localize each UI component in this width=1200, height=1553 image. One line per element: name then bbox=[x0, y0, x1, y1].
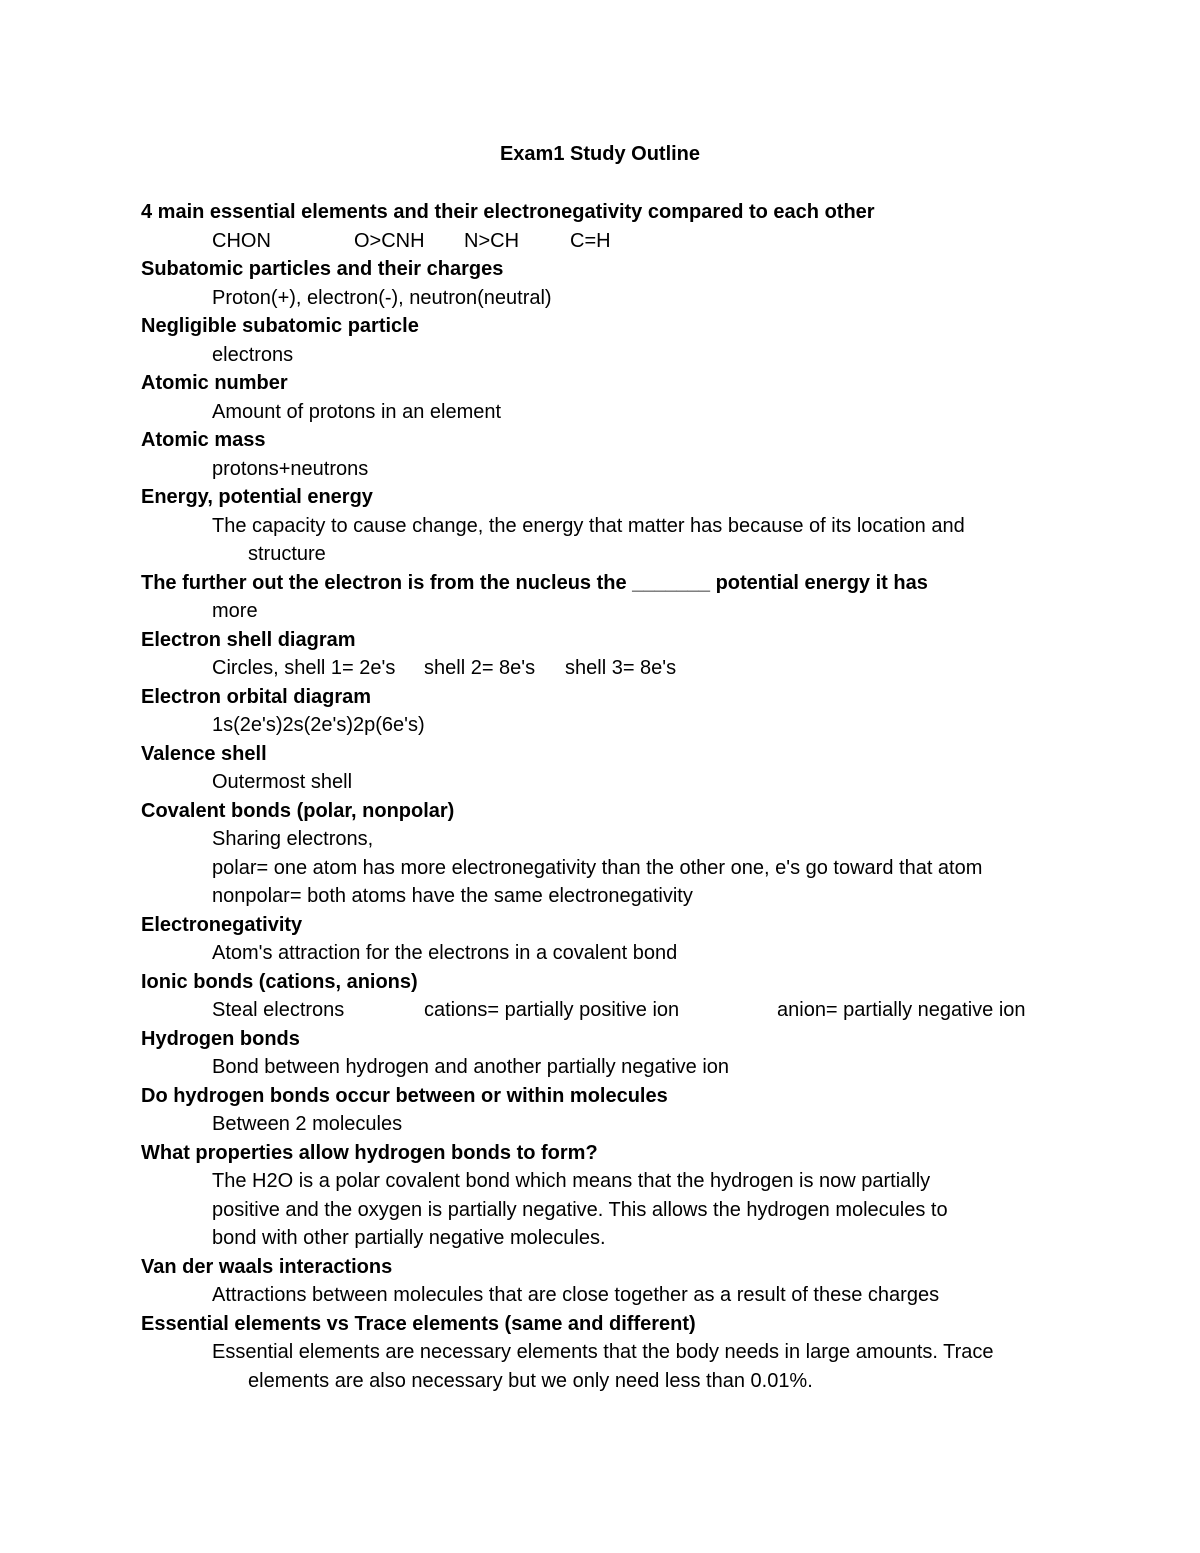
answer-electron-shell-diagram bbox=[141, 654, 1101, 683]
answer-valence-shell: Outermost shell bbox=[212, 771, 353, 793]
question-negligible-particle: Negligible subatomic particle bbox=[141, 315, 419, 337]
question-valence-shell: Valence shell bbox=[141, 742, 267, 765]
answer-covalent-bonds-line: polar= one atom has more electronegativity than the other one, e's go toward that atom bbox=[212, 856, 983, 879]
answer-essential-elements bbox=[141, 227, 1101, 256]
answer-covalent-bonds-line: Sharing electrons, bbox=[212, 828, 374, 850]
answer-electron-distance: more bbox=[212, 600, 258, 622]
answer-ionic-bonds bbox=[141, 996, 1101, 1025]
question-electron-orbital-diagram: Electron orbital diagram bbox=[141, 685, 372, 708]
question-electronegativity: Electronegativity bbox=[141, 913, 303, 936]
answer-electronegativity: Atom's attraction for the electrons in a covalent bond bbox=[212, 942, 678, 964]
answer-negligible-particle: electrons bbox=[212, 343, 294, 366]
question-covalent-bonds: Covalent bonds (polar, nonpolar) bbox=[141, 799, 455, 822]
answer-electron-orbital-diagram: 1s(2e's)2s(2e's)2p(6e's) bbox=[212, 714, 425, 736]
question-energy: Energy, potential energy bbox=[141, 486, 373, 508]
answer-hydrogen-bond-properties-line: The H2O is a polar covalent bond which means that the hydrogen is now partially bbox=[212, 1170, 931, 1192]
question-ionic-bonds: Ionic bonds (cations, anions) bbox=[141, 970, 418, 993]
answer-hydrogen-bonds-location: Between 2 molecules bbox=[212, 1113, 403, 1135]
question-electron-shell-diagram: Electron shell diagram bbox=[141, 628, 356, 651]
study-outline bbox=[141, 198, 1101, 1395]
answer-hydrogen-bonds: Bond between hydrogen and another partially negative ion bbox=[212, 1056, 730, 1078]
answer-part: Steal electrons bbox=[212, 999, 345, 1021]
document-title: Exam1 Study Outline bbox=[499, 143, 701, 165]
question-hydrogen-bonds-location: Do hydrogen bonds occur between or within molecules bbox=[141, 1084, 668, 1107]
question-van-der-waals: Van der waals interactions bbox=[141, 1255, 393, 1278]
answer-part: cations= partially positive ion bbox=[424, 999, 680, 1021]
answer-line: The capacity to cause change, the energy that matter has because of its location and bbox=[212, 514, 965, 537]
answer-energy bbox=[141, 512, 1101, 569]
question-hydrogen-bond-properties: What properties allow hydrogen bonds to form? bbox=[141, 1141, 598, 1164]
answer-covalent-bonds-line: nonpolar= both atoms have the same electronegativity bbox=[212, 885, 693, 907]
answer-part: CHON bbox=[212, 229, 271, 252]
answer-line: structure bbox=[248, 543, 326, 565]
answer-line: elements are also necessary but we only need less than 0.01%. bbox=[248, 1369, 813, 1392]
question-subatomic-particles: Subatomic particles and their charges bbox=[141, 258, 504, 280]
question-electron-distance: The further out the electron is from the nucleus the _______ potential energy it has bbox=[141, 571, 928, 594]
question-essential-vs-trace: Essential elements vs Trace elements (same and different) bbox=[141, 1312, 696, 1335]
answer-part: anion= partially negative ion bbox=[777, 999, 1026, 1021]
question-hydrogen-bonds: Hydrogen bonds bbox=[141, 1027, 300, 1050]
answer-atomic-mass: protons+neutrons bbox=[212, 457, 369, 480]
answer-subatomic-particles: Proton(+), electron(-), neutron(neutral) bbox=[212, 286, 552, 309]
question-atomic-number: Atomic number bbox=[141, 372, 288, 394]
question-essential-elements: 4 main essential elements and their electronegativity compared to each other bbox=[141, 201, 875, 223]
answer-atomic-number: Amount of protons in an element bbox=[212, 400, 502, 423]
answer-line: Essential elements are necessary elements that the body needs in large amounts. Trace bbox=[212, 1341, 994, 1363]
answer-part: O>CNH bbox=[354, 229, 425, 252]
answer-part: Circles, shell 1= 2e's bbox=[212, 657, 396, 679]
answer-part: N>CH bbox=[464, 229, 520, 252]
question-atomic-mass: Atomic mass bbox=[141, 429, 266, 451]
answer-part: C=H bbox=[570, 229, 611, 252]
answer-part: shell 3= 8e's bbox=[565, 657, 677, 679]
answer-essential-vs-trace bbox=[141, 1338, 1101, 1395]
answer-van-der-waals: Attractions between molecules that are close together as a result of these charges bbox=[212, 1284, 940, 1306]
answer-hydrogen-bond-properties-line: bond with other partially negative molecules. bbox=[212, 1227, 606, 1249]
answer-part: shell 2= 8e's bbox=[424, 657, 536, 679]
answer-hydrogen-bond-properties-line: positive and the oxygen is partially negative. This allows the hydrogen molecules to bbox=[212, 1198, 948, 1221]
